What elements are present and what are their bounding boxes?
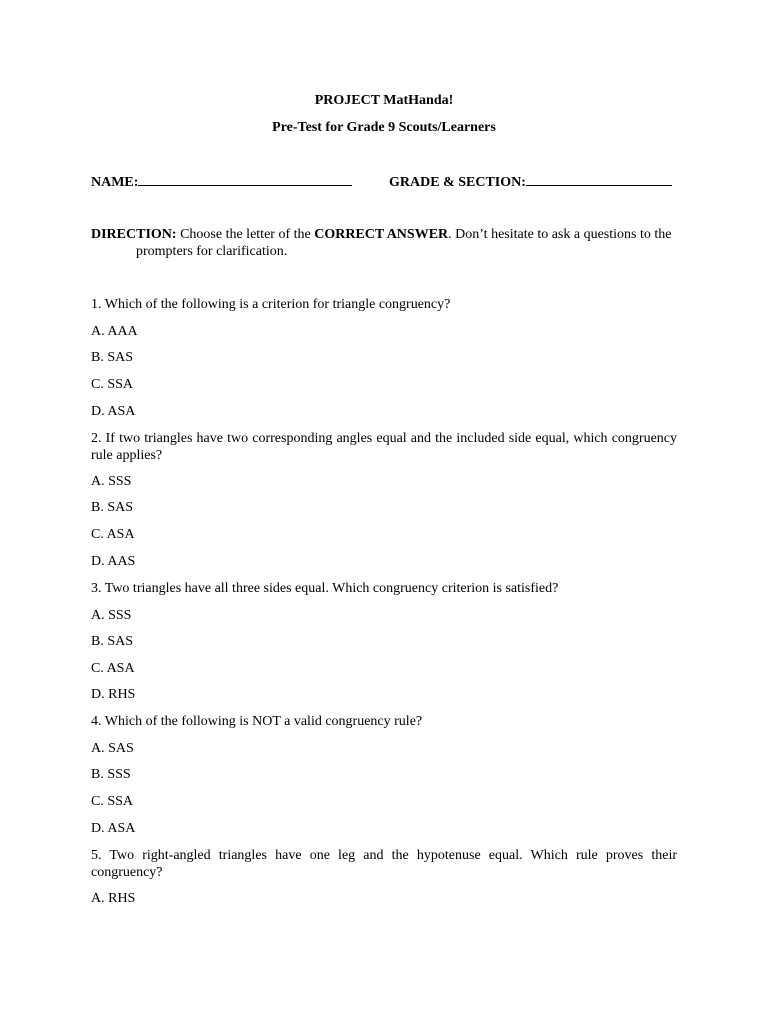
name-label: NAME: [91, 175, 139, 190]
document-subtitle: Pre-Test for Grade 9 Scouts/Learners [272, 120, 496, 135]
question-2-option-b: B. SAS [91, 500, 134, 515]
name-field [91, 173, 352, 191]
question-3: 3. Two triangles have all three sides equal. Which congruency criterion is satisfied? [91, 581, 559, 596]
question-1-option-a: A. AAA [91, 324, 138, 339]
question-4-option-d: D. ASA [91, 821, 136, 836]
question-4-option-c: C. SSA [91, 794, 134, 809]
question-3-option-b: B. SAS [91, 634, 134, 649]
question-5-option-a: A. RHS [91, 891, 136, 906]
name-blank-line [138, 173, 352, 186]
direction-label: DIRECTION: [91, 227, 177, 242]
question-3-option-d: D. RHS [91, 687, 136, 702]
direction-emphasis: CORRECT ANSWER [314, 227, 449, 242]
document-title: PROJECT MatHanda! [314, 93, 454, 108]
question-2-option-a: A. SSS [91, 474, 132, 489]
question-2-option-d: D. AAS [91, 554, 136, 569]
question-4-option-b: B. SSS [91, 767, 131, 782]
direction-text-part3: prompters for clarification. [136, 244, 288, 259]
direction-text-part2: . Don’t hesitate to ask a questions to the [448, 227, 672, 242]
question-3-option-c: C. ASA [91, 661, 135, 676]
direction-paragraph [91, 226, 677, 260]
question-3-option-a: A. SSS [91, 608, 132, 623]
question-1-option-d: D. ASA [91, 404, 136, 419]
question-1-option-b: B. SAS [91, 350, 134, 365]
question-1-option-c: C. SSA [91, 377, 134, 392]
question-5: 5. Two right-angled triangles have one leg and the hypotenuse equal. Which rule proves their congruency? [91, 848, 677, 880]
question-4-option-a: A. SAS [91, 741, 134, 756]
question-1: 1. Which of the following is a criterion for triangle congruency? [91, 297, 451, 312]
question-4: 4. Which of the following is NOT a valid congruency rule? [91, 714, 423, 729]
question-2-option-c: C. ASA [91, 527, 135, 542]
grade-section-label: GRADE & SECTION: [389, 175, 526, 190]
question-2: 2. If two triangles have two corresponding angles equal and the included side equal, which congruency rule applies? [91, 431, 677, 463]
grade-section-blank-line [526, 173, 672, 186]
grade-section-field [389, 173, 672, 191]
direction-text-part1: Choose the letter of the [176, 227, 315, 242]
